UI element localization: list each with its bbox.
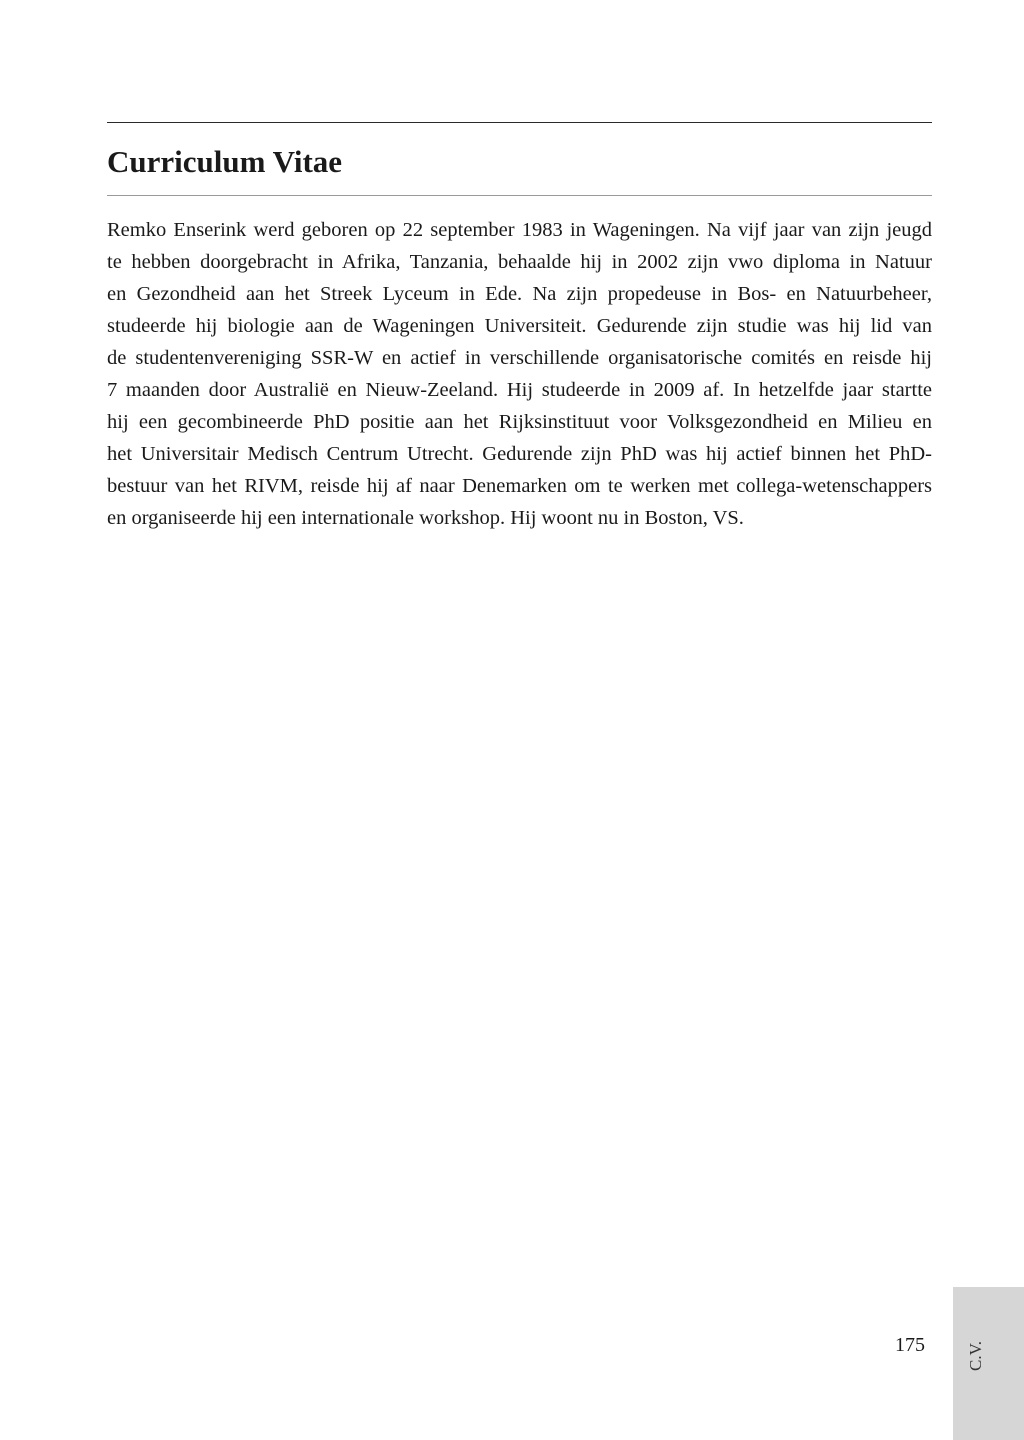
- paragraph-line: Remko Enserink werd geboren op 22 september 1983 in Wageningen. Na vijf jaar van zijn jeugd: [107, 219, 932, 241]
- paragraph-line: 7 maanden door Australië en Nieuw-Zeeland. Hij studeerde in 2009 af. In hetzelfde jaar startte: [107, 379, 932, 401]
- paragraph-line: hij een gecombineerde PhD positie aan het Rijksinstituut voor Volksgezondheid en Milieu en: [107, 411, 932, 433]
- section-tab: [953, 1287, 1024, 1440]
- page-number: 175: [895, 1334, 925, 1356]
- paragraph-line: te hebben doorgebracht in Afrika, Tanzania, behaalde hij in 2002 zijn vwo diploma in Natuur: [107, 251, 932, 273]
- paragraph-line: en Gezondheid aan het Streek Lyceum in Ede. Na zijn propedeuse in Bos- en Natuurbeheer,: [107, 283, 932, 305]
- paragraph-line: studeerde hij biologie aan de Wageningen Universiteit. Gedurende zijn studie was hij lid van: [107, 315, 932, 337]
- paragraph-line: het Universitair Medisch Centrum Utrecht. Gedurende zijn PhD was hij actief binnen het PhD-: [107, 443, 932, 465]
- title-top-rule: [107, 122, 932, 123]
- section-tab-label: C.V.: [966, 1341, 985, 1371]
- page-title: Curriculum Vitae: [107, 144, 343, 179]
- paragraph-line: de studentenvereniging SSR-W en actief in verschillende organisatorische comités en reisde hij: [107, 347, 932, 369]
- paragraph-line: bestuur van het RIVM, reisde hij af naar Denemarken om te werken met collega-wetenschappers: [107, 475, 932, 497]
- paragraph-line: en organiseerde hij een internationale workshop. Hij woont nu in Boston, VS.: [107, 507, 744, 529]
- title-bottom-rule: [107, 195, 932, 196]
- cv-paragraph: [107, 214, 932, 534]
